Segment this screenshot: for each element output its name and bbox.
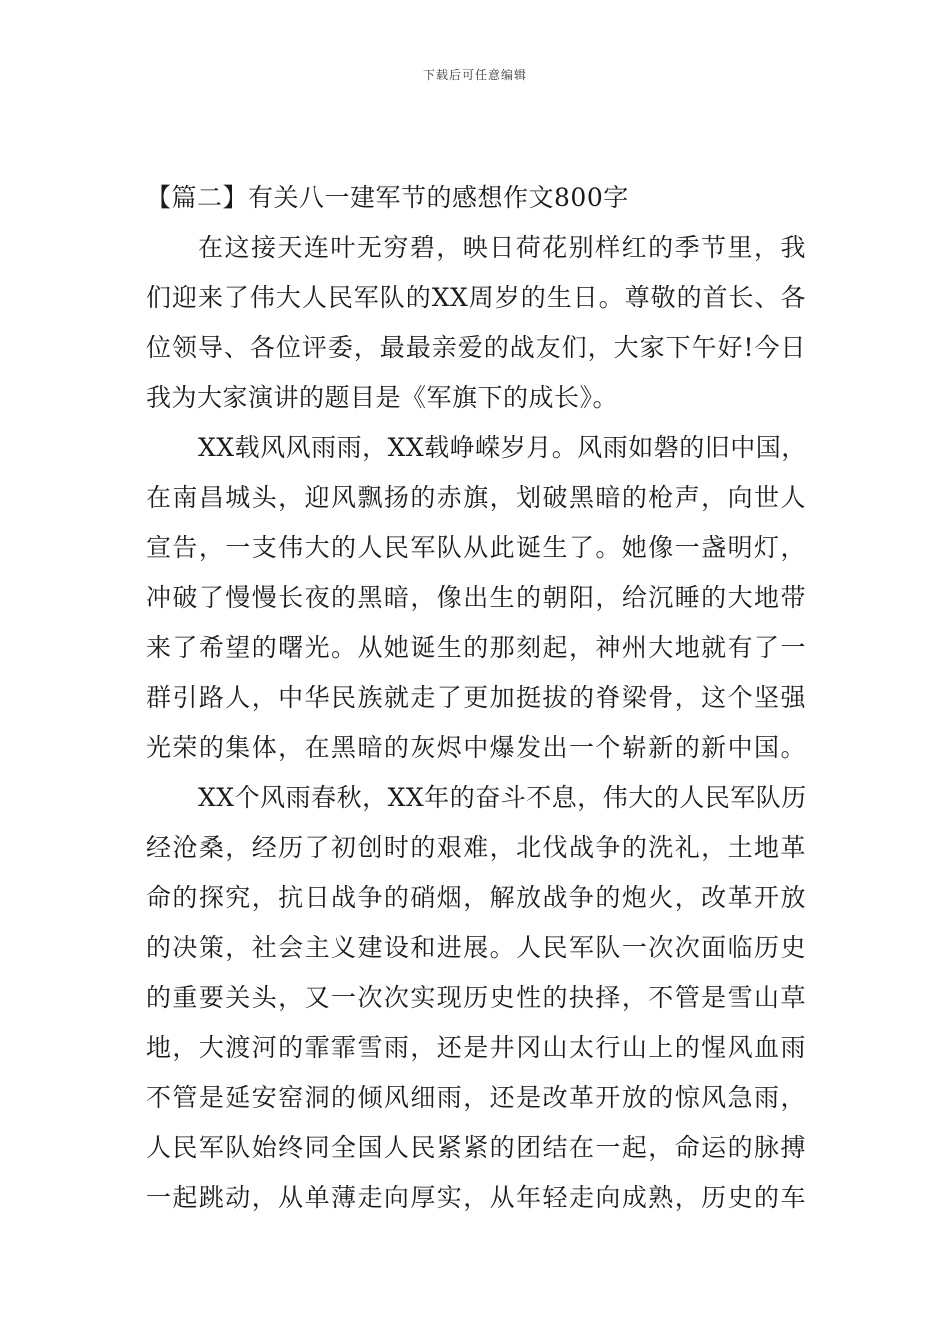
text-line: 群引路人，中华民族就走了更加挺拔的脊梁骨，这个坚强 (146, 683, 806, 712)
text-line: 在这接天连叶无穷碧，映日荷花别样红的季节里，我 (198, 233, 806, 262)
text-line: 命的探究，抗日战争的硝烟，解放战争的炮火，改革开放 (146, 883, 806, 912)
text-line: 地，大渡河的霏霏雪雨，还是井冈山太行山上的惺风血雨 (146, 1033, 806, 1062)
text-line: XX个风雨春秋，XX年的奋斗不息，伟大的人民军队历 (198, 783, 807, 812)
text-line: 冲破了慢慢长夜的黑暗，像出生的朝阳，给沉睡的大地带 (146, 583, 806, 612)
header-note: 下载后可任意编辑 (422, 68, 527, 82)
text-line: 经沧桑，经历了初创时的艰难，北伐战争的洗礼，土地革 (146, 833, 806, 862)
text-line: 来了希望的曙光。从她诞生的那刻起，神州大地就有了一 (146, 633, 806, 662)
text-line: 人民军队始终同全国人民紧紧的团结在一起，命运的脉搏 (146, 1133, 806, 1162)
text-line: 不管是延安窑洞的倾风细雨，还是改革开放的惊风急雨， (146, 1083, 806, 1112)
document-title: 【篇二】有关八一建军节的感想作文800字 (146, 183, 629, 212)
text-line: 们迎来了伟大人民军队的XX周岁的生日。尊敬的首长、各 (146, 283, 806, 312)
text-line: 我为大家演讲的题目是《军旗下的成长》。 (146, 383, 619, 412)
text-line: 的重要关头，又一次次实现历史性的抉择，不管是雪山草 (146, 983, 806, 1012)
text-line: 的决策，社会主义建设和进展。人民军队一次次面临历史 (146, 933, 806, 962)
text-line: 宣告，一支伟大的人民军队从此诞生了。她像一盏明灯， (146, 533, 806, 562)
text-line: 光荣的集体，在黑暗的灰烬中爆发出一个崭新的新中国。 (146, 733, 806, 762)
text-line: XX载风风雨雨，XX载峥嵘岁月。风雨如磐的旧中国， (198, 433, 807, 462)
text-line: 位领导、各位评委，最最亲爱的战友们，大家下午好!今日 (146, 333, 806, 362)
text-line: 一起跳动，从单薄走向厚实，从年轻走向成熟，历史的车 (146, 1183, 806, 1212)
text-line: 在南昌城头，迎风飘扬的赤旗，划破黑暗的枪声，向世人 (146, 483, 806, 512)
